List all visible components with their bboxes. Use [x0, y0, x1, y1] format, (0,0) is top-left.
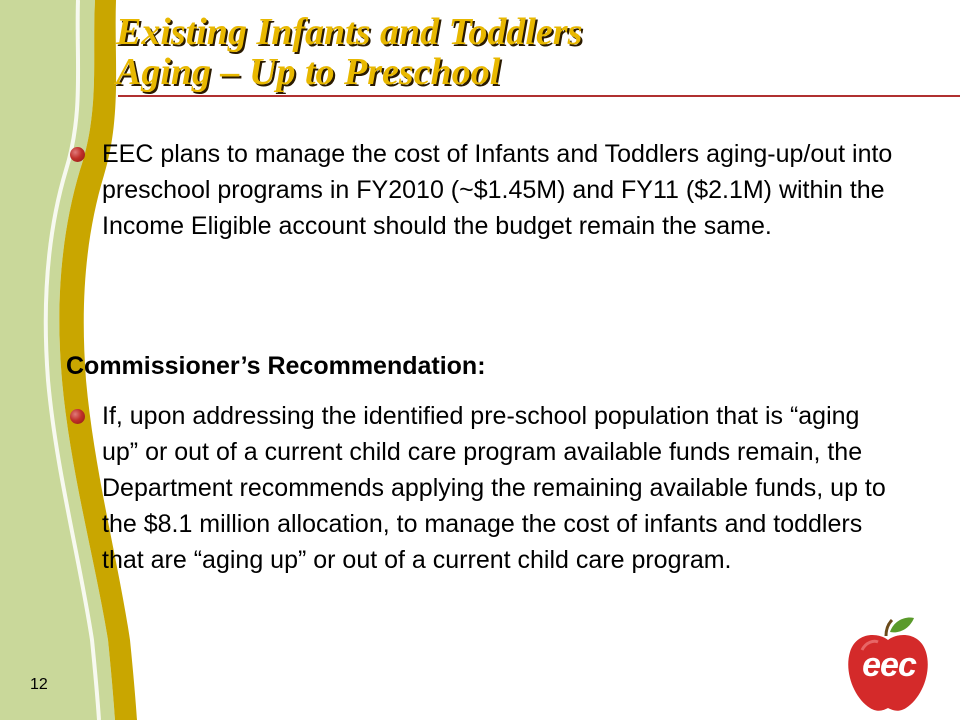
bullet-item [70, 398, 900, 578]
recommendation-heading: Commissioner’s Recommendation: [66, 352, 486, 380]
bullet-item [70, 136, 900, 244]
title-line-2: Aging – Up to Preschool [116, 51, 501, 93]
logo-text: eec [862, 646, 916, 684]
bullet-text: If, upon addressing the identified pre-school population that is “aging up” or out of a current child care program available funds remain, the Department recommends applying the remaining available funds, up to the $8.1 million allocation, to manage the cost of infants and toddlers that are “aging up” or out of a current child care program. [102, 402, 886, 574]
bullet-dot-icon [70, 147, 85, 162]
slide-number: 12 [30, 676, 48, 693]
title-underline [118, 95, 960, 97]
title-line-1: Existing Infants and Toddlers [116, 11, 583, 53]
bullet-text: EEC plans to manage the cost of Infants and Toddlers aging-up/out into preschool programs in FY2010 (~$1.45M) and FY11 ($2.1M) within the Income Eligible account should the budget remain the same. [102, 140, 893, 240]
bullet-dot-icon [70, 409, 85, 424]
eec-logo [842, 614, 934, 714]
slide-title [116, 12, 936, 92]
